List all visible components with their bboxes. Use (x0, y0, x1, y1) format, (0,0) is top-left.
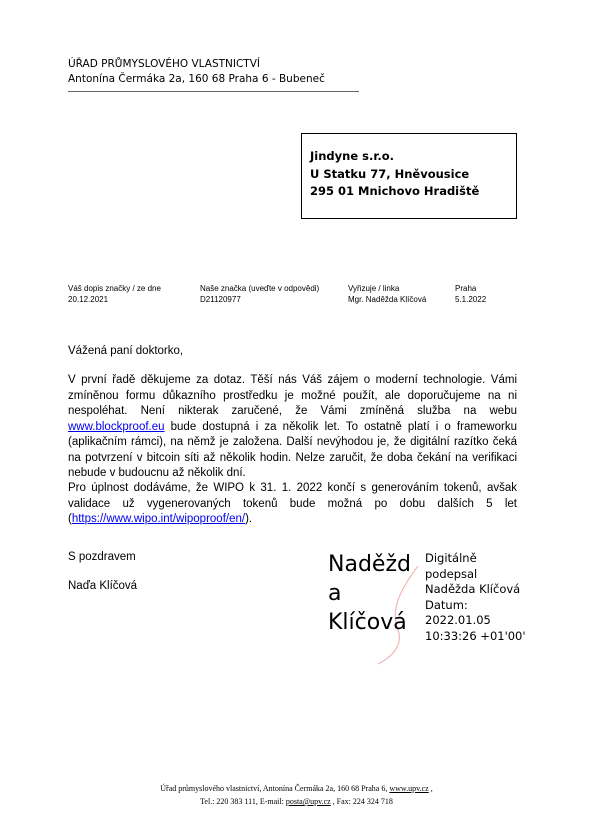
wipo-link[interactable]: https://www.wipo.int/wipoproof/en/ (71, 513, 246, 525)
footer (0, 782, 593, 808)
footer-line-1 (0, 782, 593, 795)
signature-details (425, 551, 526, 644)
signature-detail: podepsal (425, 566, 478, 581)
footer-email-link[interactable]: posta@upv.cz (285, 797, 331, 806)
reference-our-mark (200, 283, 319, 305)
recipient-address (310, 148, 479, 201)
signature-detail: 10:33:26 +01'00' (425, 628, 526, 643)
office-address: Antonína Čermáka 2a, 160 68 Praha 6 - Bubeneč (68, 73, 325, 85)
footer-line-2 (0, 795, 593, 808)
reference-value: D21120977 (200, 295, 241, 304)
body-paragraph-1 (68, 373, 517, 482)
recipient-street: U Statku 77, Hněvousice (310, 166, 470, 181)
reference-value: Mgr. Naděžda Klíčová (348, 295, 427, 304)
signature-detail: Digitálně (425, 551, 477, 565)
closing: S pozdravem (68, 551, 136, 563)
recipient-name: Jindyne s.r.o. (310, 149, 395, 163)
signature-name-line: Naděžd (328, 552, 411, 577)
signature-detail: Naděžda Klíčová (425, 582, 521, 596)
signature-detail: Datum: (425, 597, 468, 612)
signer-name: Naďa Klíčová (68, 580, 138, 592)
recipient-address-box (301, 133, 517, 219)
reference-your-letter (68, 283, 161, 305)
paragraph-text: bude dostupná i za několik let. To ostatně platí i o frameworku (aplikačním rámci), na němž je založena. Další nevýhodou je, že digitální razítko čeká na potvrzení v bitcoin síti až několik hodin. Nelze zaručit, že doba čekání na verifikaci nebude v budoucnu až několik dní. (68, 420, 517, 479)
paragraph-text: V první řadě děkujeme za dotaz. Těší nás Váš zájem o moderní technologie. Vámi zmíněnou formu důkazního prostředku je možné použít, ale doporučujeme na ni nespoléhat. Není nikterak zaručené, že Vámi zmíněná služba na webu (68, 374, 517, 417)
signature-name-line: Klíčová (328, 610, 407, 635)
reference-label: Vyřizuje / linka (348, 284, 400, 293)
reference-handled-by (348, 283, 426, 305)
letterhead (68, 57, 325, 87)
reference-value: 20.12.2021 (68, 295, 109, 304)
reference-place-date (455, 283, 486, 305)
footer-text: , (428, 784, 433, 793)
header-divider (68, 91, 359, 92)
signature-detail: 2022.01.05 (425, 613, 491, 627)
blockproof-link[interactable]: www.blockproof.eu (68, 420, 165, 433)
paragraph-text: Pro úplnost dodáváme, že WIPO k 31. 1. 2022 končí s generováním tokenů, avšak validace už vygenerovaných tokenů bude možná po dobu dalších 5 let ( (68, 482, 517, 525)
body-paragraph-2 (68, 481, 517, 528)
reference-value: 5.1.2022 (455, 295, 487, 304)
footer-text: , Fax: 224 324 718 (330, 797, 393, 806)
footer-text: Úřad průmyslového vlastnictví, Antonína Čermáka 2a, 160 68 Praha 6, (160, 784, 390, 793)
footer-web-link[interactable]: www.upv.cz (389, 784, 429, 793)
paragraph-text: ). (245, 513, 253, 525)
signature-name (328, 550, 411, 637)
reference-label: Váš dopis značky / ze dne (68, 284, 161, 293)
office-name: ÚŘAD PRŮMYSLOVÉHO VLASTNICTVÍ (68, 58, 260, 70)
reference-label: Praha (455, 284, 477, 293)
salutation: Vážená paní doktorko, (68, 345, 184, 357)
recipient-city: 295 01 Mnichovo Hradiště (310, 184, 480, 198)
signature-name-line: a (328, 581, 342, 606)
footer-text: Tel.: 220 383 111, E-mail: (200, 797, 286, 806)
reference-label: Naše značka (uveďte v odpovědi) (200, 284, 320, 293)
